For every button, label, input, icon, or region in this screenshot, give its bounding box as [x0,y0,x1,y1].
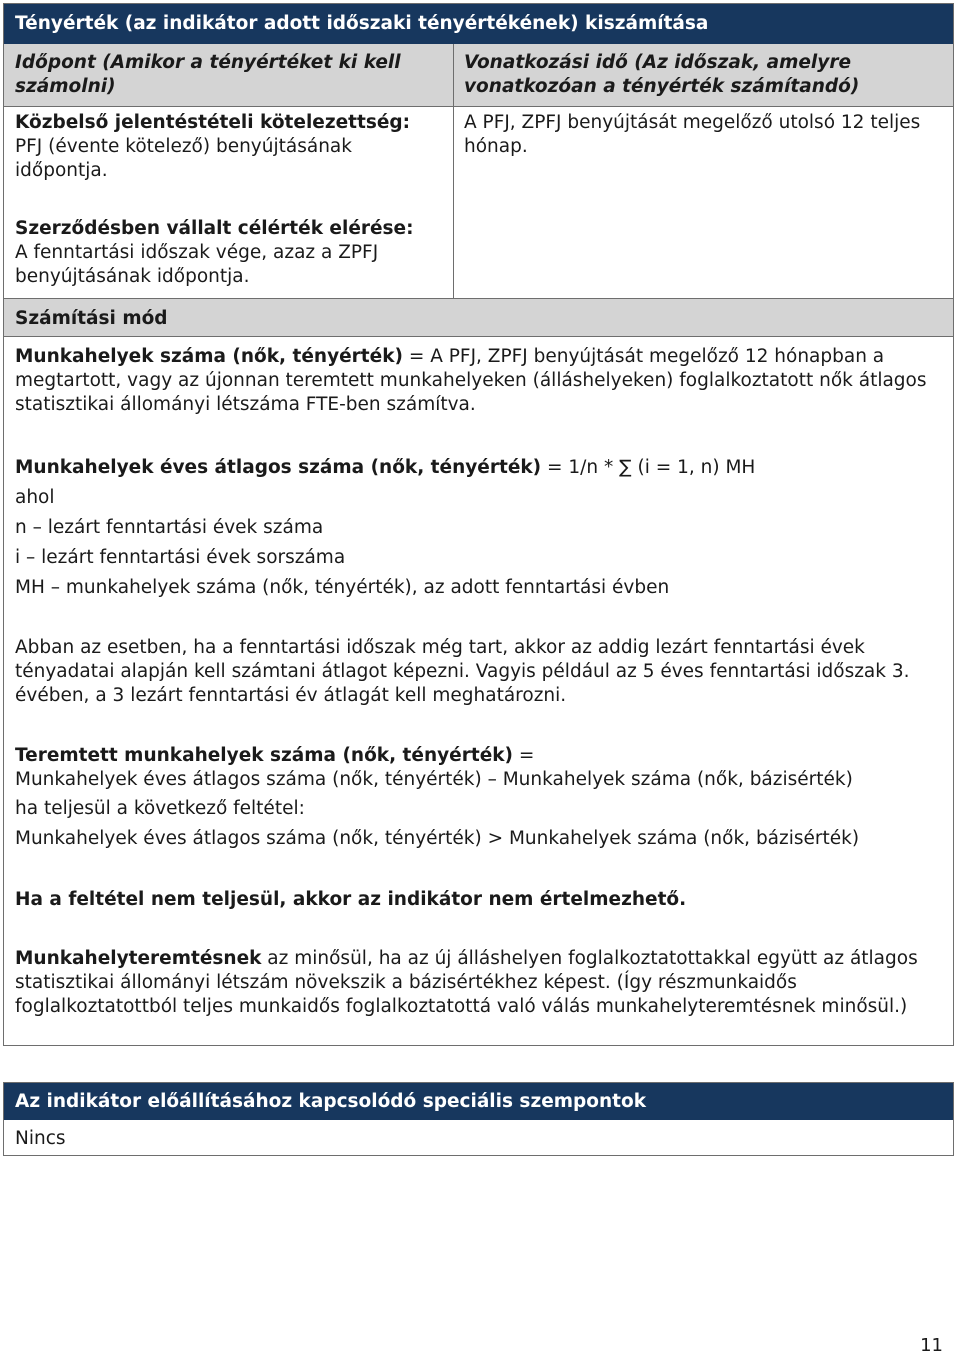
method-paragraph-1 [15,345,940,417]
created-workplaces-equals: = [513,745,535,766]
warning-text: Ha a feltétel nem teljesül, akkor az indikátor nem értelmezhető. [15,889,687,910]
target-value-label: Szerződésben vállalt célérték elérése: [15,218,414,239]
interim-reporting-text: PFJ (évente kötelező) benyújtásának időpontja. [15,136,352,181]
method-paragraph-3 [15,947,940,1019]
interim-reporting-label: Közbelső jelentéstételi kötelezettség: [15,112,411,133]
definition-mh: MH – munkahelyek száma (nők, tényérték), az adott fenntartási évben [15,577,670,598]
formula-annual-average [15,456,940,480]
special-aspects-section [3,1082,954,1156]
reference-period-text: A PFJ, ZPFJ benyújtását megelőző utolsó 12 teljes hónap. [464,112,921,157]
method-paragraph-2: Abban az esetben, ha a fenntartási időszak még tart, akkor az addig lezárt fenntartási évek tényadatai alapján kell számtani átlagot képezni. Vagyis például az 5 éves fenntartási időszak 3. évében, a 3 lezárt fenntartási év átlagát kell meghatározni. [15,637,910,706]
workplace-count-term: Munkahelyek száma (nők, tényérték) [15,346,403,367]
interim-reporting-cell [15,111,445,183]
calculation-section [3,3,954,1046]
definition-i: i – lezárt fenntartási évek sorszáma [15,547,346,568]
condition-formula: Munkahelyek éves átlagos száma (nők, tényérték) > Munkahelyek száma (nők, bázisérték) [15,828,860,849]
created-workplaces-formula: Munkahelyek éves átlagos száma (nők, tényérték) – Munkahelyek száma (nők, bázisérték) [15,769,853,790]
column-header-time: Időpont (Amikor a tényértéket ki kell számolni) [15,52,401,97]
special-aspects-content: Nincs [15,1128,66,1149]
definition-n: n – lezárt fenntartási évek száma [15,517,324,538]
annual-average-term: Munkahelyek éves átlagos száma (nők, tényérték) [15,457,542,478]
formula-created-workplaces [15,744,940,768]
created-workplaces-term: Teremtett munkahelyek száma (nők, tényérték) [15,745,514,766]
condition-label: ha teljesül a következő feltétel: [15,798,305,819]
column-header-reference: Vonatkozási idő (Az időszak, amelyre vonatkozóan a tényérték számítandó) [464,52,860,97]
workplace-count-definition: = A PFJ, ZPFJ benyújtását megelőző 12 hónapban a megtartott, vagy az újonnan teremtett munkahelyeken (álláshelyeken) foglalkoztatott nők átlagos statisztikai állományi létszáma FTE-ben számítva. [15,346,927,415]
target-value-cell [15,217,445,289]
section-header: Tényérték (az indikátor adott időszaki tényértékének) kiszámítása [4,4,953,44]
column-divider [453,44,454,298]
annual-average-formula: = 1/n * ∑ (i = 1, n) MH [541,457,756,478]
target-value-text: A fenntartási időszak vége, azaz a ZPFJ benyújtásának időpontja. [15,242,379,287]
special-aspects-header: Az indikátor előállításához kapcsolódó speciális szempontok [4,1083,953,1120]
job-creation-definition: az minősül, ha az új álláshelyen foglalkoztatottakkal együtt az átlagos statisztikai állományi létszám növekszik a bázisértékhez képest. (Így részmunkaidős foglalkoztatottból teljes munkaidős foglalkoztatottá való válás munkahelyteremtésnek minősül.) [15,948,918,1017]
row-divider [4,106,953,107]
page-number: 11 [920,1335,943,1356]
job-creation-term: Munkahelyteremtésnek [15,948,262,969]
where-label: ahol [15,487,55,508]
method-label: Számítási mód [15,308,168,329]
